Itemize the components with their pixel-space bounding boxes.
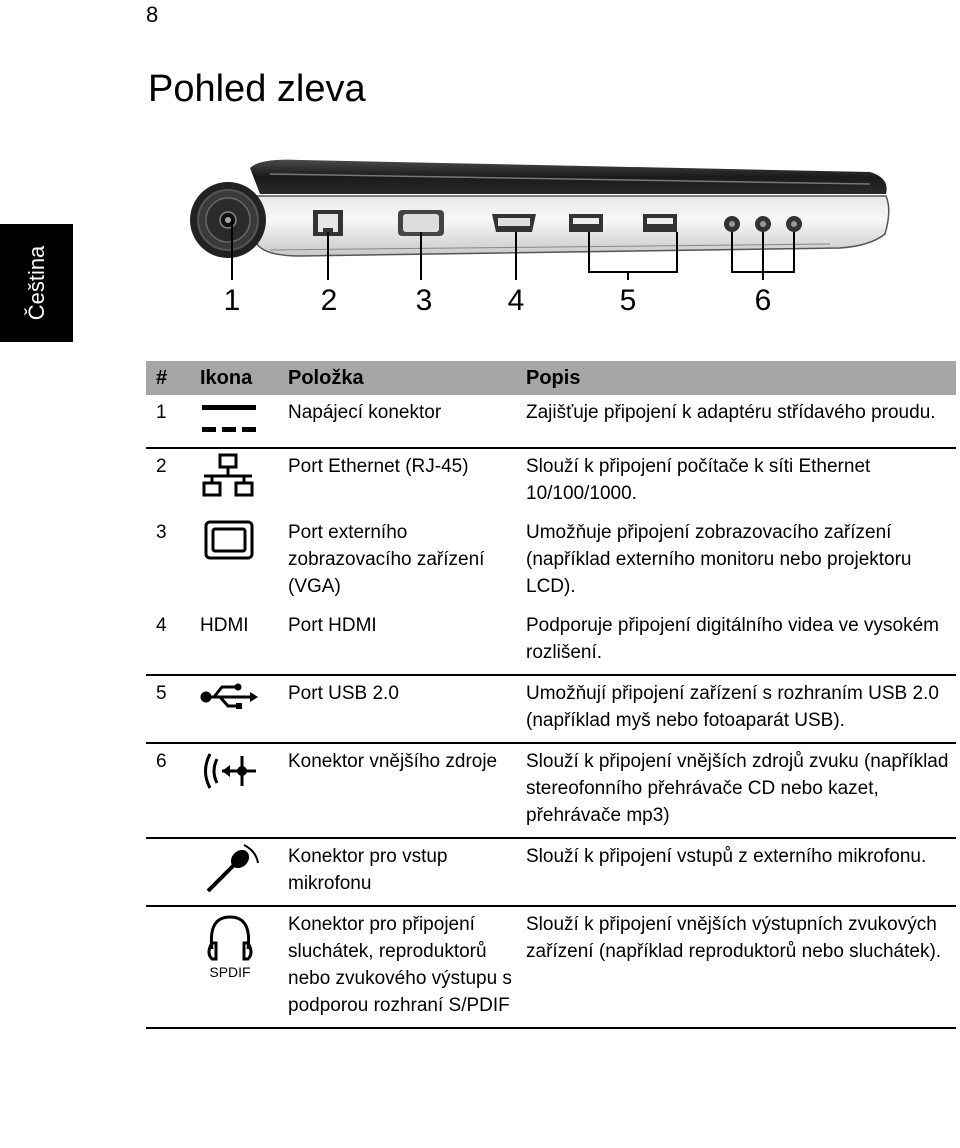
row-num: 2: [156, 456, 167, 477]
row-item: Konektor pro vstup mikrofonu: [278, 838, 516, 906]
header-num: #: [146, 361, 190, 395]
row-item: Port HDMI: [278, 608, 516, 675]
table-row: [146, 743, 956, 838]
headphones-spdif-icon: [200, 911, 260, 983]
row-desc: Umožňují připojení zařízení s rozhraním USB 2.0 (například myš nebo fotoaparát USB).: [516, 675, 956, 743]
usb-icon: [200, 680, 260, 710]
ethernet-icon: [200, 453, 258, 499]
row-desc: Slouží k připojení počítače k síti Ethernet 10/100/1000.: [526, 456, 871, 504]
laptop-left-side-image: [180, 150, 900, 290]
table-header-row: [146, 361, 956, 395]
row-desc: Umožňuje připojení zobrazovacího zařízení (například externího monitoru nebo projektoru LCD).: [526, 522, 912, 597]
row-desc: Podporuje připojení digitálního videa ve vysokém rozlišení.: [516, 608, 956, 675]
table-row: [146, 608, 956, 675]
row-item: Konektor vnějšího zdroje: [278, 743, 516, 838]
hdmi-icon-text: HDMI: [190, 608, 278, 675]
callout-6: 6: [754, 284, 772, 317]
table-row: [146, 838, 956, 906]
microphone-icon: [200, 843, 260, 897]
language-tab: [0, 224, 73, 342]
row-desc: Zajišťuje připojení k adaptéru střídavého proudu.: [516, 395, 956, 448]
row-item: Port externího zobrazovacího zařízení (VGA): [288, 522, 485, 597]
table-row: [146, 395, 956, 448]
header-desc: Popis: [516, 361, 956, 395]
dc-power-icon: [200, 399, 258, 439]
row-item: Port USB 2.0: [278, 675, 516, 743]
row-desc: Slouží k připojení vnějších výstupních zvukových zařízení (například reproduktorů nebo sluchátek).: [516, 906, 956, 1028]
line-in-icon: [200, 748, 260, 794]
page-number: 8: [146, 2, 159, 27]
callout-2: 2: [320, 284, 338, 317]
table-row: [146, 906, 956, 1028]
table-row: [146, 675, 956, 743]
vga-monitor-icon: [200, 519, 258, 563]
row-num: [146, 906, 190, 1028]
section-title: Pohled zleva: [148, 68, 366, 110]
row-num: 6: [146, 743, 190, 838]
row-num: 1: [146, 395, 190, 448]
table-row: [146, 448, 956, 515]
callout-4: 4: [507, 284, 525, 317]
row-desc: Slouží k připojení vnějších zdrojů zvuku (například stereofonního přehrávače CD nebo kazet, přehrávače mp3): [516, 743, 956, 838]
row-item: Konektor pro připojení sluchátek, reproduktorů nebo zvukového výstupu s podporou rozhraní S/PDIF: [278, 906, 516, 1028]
language-tab-label: Čeština: [23, 245, 49, 321]
row-num: 3: [156, 522, 167, 543]
header-icon: Ikona: [190, 361, 278, 395]
row-num: 4: [146, 608, 190, 675]
table-row: [146, 515, 956, 608]
row-num: [146, 838, 190, 906]
callout-5: 5: [619, 284, 637, 317]
ports-table: [146, 361, 956, 1029]
row-desc: Slouží k připojení vstupů z externího mikrofonu.: [516, 838, 956, 906]
callout-1: 1: [223, 284, 241, 317]
spdif-label: SPDIF: [209, 964, 251, 980]
row-num: 5: [146, 675, 190, 743]
callout-3: 3: [415, 284, 433, 317]
row-item: Napájecí konektor: [278, 395, 516, 448]
row-item: Port Ethernet (RJ-45): [288, 456, 469, 477]
header-item: Položka: [278, 361, 516, 395]
